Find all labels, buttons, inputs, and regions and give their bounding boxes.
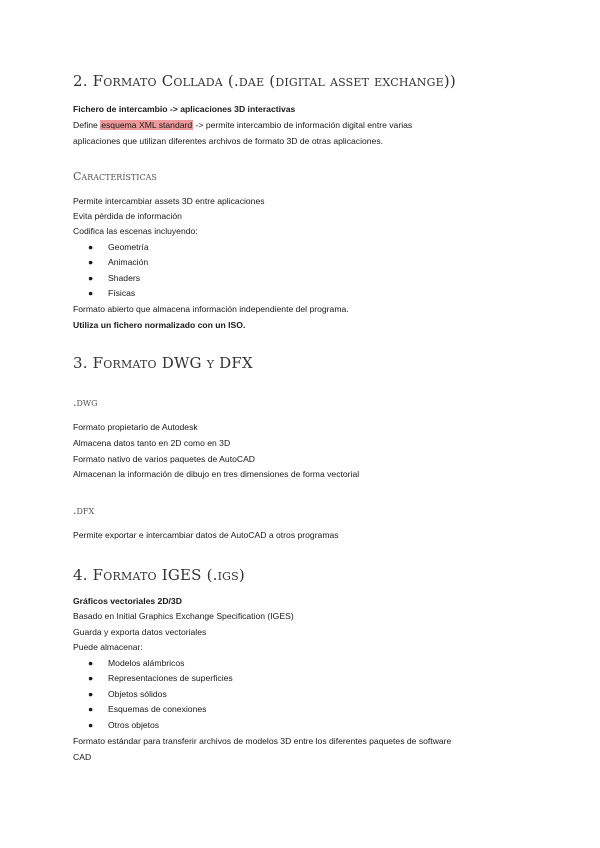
bullet-icon: ● xyxy=(88,273,94,283)
iges-line: Guarda y exporta datos vectoriales xyxy=(73,627,207,637)
collada-define-cont: aplicaciones que utilizan diferentes archivos de formato 3D de otras aplicaciones. xyxy=(73,136,384,146)
iges-subtitle: Gráficos vectoriales 2D/3D xyxy=(73,596,182,606)
collada-define-line xyxy=(73,120,412,130)
bullet-icon: ● xyxy=(88,658,94,668)
list-item: ● Físicas xyxy=(88,288,136,298)
dwg-line: Formato nativo de varios paquetes de AutoCAD xyxy=(73,454,256,464)
list-item: ● Geometría xyxy=(88,242,149,252)
section-dwg-title: 3. Formato DWG y DFX xyxy=(73,354,253,372)
list-item: ● Esquemas de conexiones xyxy=(88,704,207,714)
dwg-subtitle: .dwg xyxy=(73,396,98,409)
bullet-icon: ● xyxy=(88,288,94,298)
dwg-line: Almacenan la información de dibujo en tres dimensiones de forma vectorial xyxy=(73,469,360,479)
collada-define-prefix: Define xyxy=(73,120,101,130)
list-item: ● Otros objetos xyxy=(88,720,160,730)
feature-line: Permite intercambiar assets 3D entre aplicaciones xyxy=(73,196,265,206)
features-title: Características xyxy=(73,170,157,183)
iges-final-line: Formato estándar para transferir archivos de modelos 3D entre los diferentes paquetes de software xyxy=(73,736,452,746)
section-collada-title: 2. Formato Collada (.dae (digital asset exchange)) xyxy=(73,72,456,90)
collada-after-bold: Utiliza un fichero normalizado con un ISO. xyxy=(73,320,246,330)
bullet-icon: ● xyxy=(88,704,94,714)
iges-line: Puede almacenar: xyxy=(73,642,143,652)
collada-define-suffix: -> permite intercambio de información digital entre varias xyxy=(193,120,413,130)
highlighted-text: esquema XML standard xyxy=(101,120,193,130)
dwg-line: Formato propietario de Autodesk xyxy=(73,422,198,432)
bullet-icon: ● xyxy=(88,673,94,683)
list-item: ● Modelos alámbricos xyxy=(88,658,185,668)
collada-after: Formato abierto que almacena información independiente del programa. xyxy=(73,304,349,314)
dfx-line: Permite exportar e intercambiar datos de AutoCAD a otros programas xyxy=(73,530,339,540)
dwg-line: Almacena datos tanto en 2D como en 3D xyxy=(73,438,231,448)
collada-subtitle: Fichero de intercambio -> aplicaciones 3D interactivas xyxy=(73,104,296,114)
bullet-icon: ● xyxy=(88,720,94,730)
list-item: ● Shaders xyxy=(88,273,141,283)
section-iges-title: 4. Formato IGES (.igs) xyxy=(73,566,245,584)
list-item: ● Objetos sólidos xyxy=(88,689,167,699)
feature-line: Codifica las escenas incluyendo: xyxy=(73,226,198,236)
bullet-icon: ● xyxy=(88,689,94,699)
iges-final-line: CAD xyxy=(73,752,92,762)
feature-line: Evita pérdida de información xyxy=(73,211,182,221)
list-item: ● Animación xyxy=(88,257,149,267)
dfx-subtitle: .dfx xyxy=(73,504,95,517)
bullet-icon: ● xyxy=(88,242,94,252)
iges-line: Basado en Initial Graphics Exchange Specification (IGES) xyxy=(73,611,294,621)
list-item: ● Representaciones de superficies xyxy=(88,673,233,683)
bullet-icon: ● xyxy=(88,257,94,267)
